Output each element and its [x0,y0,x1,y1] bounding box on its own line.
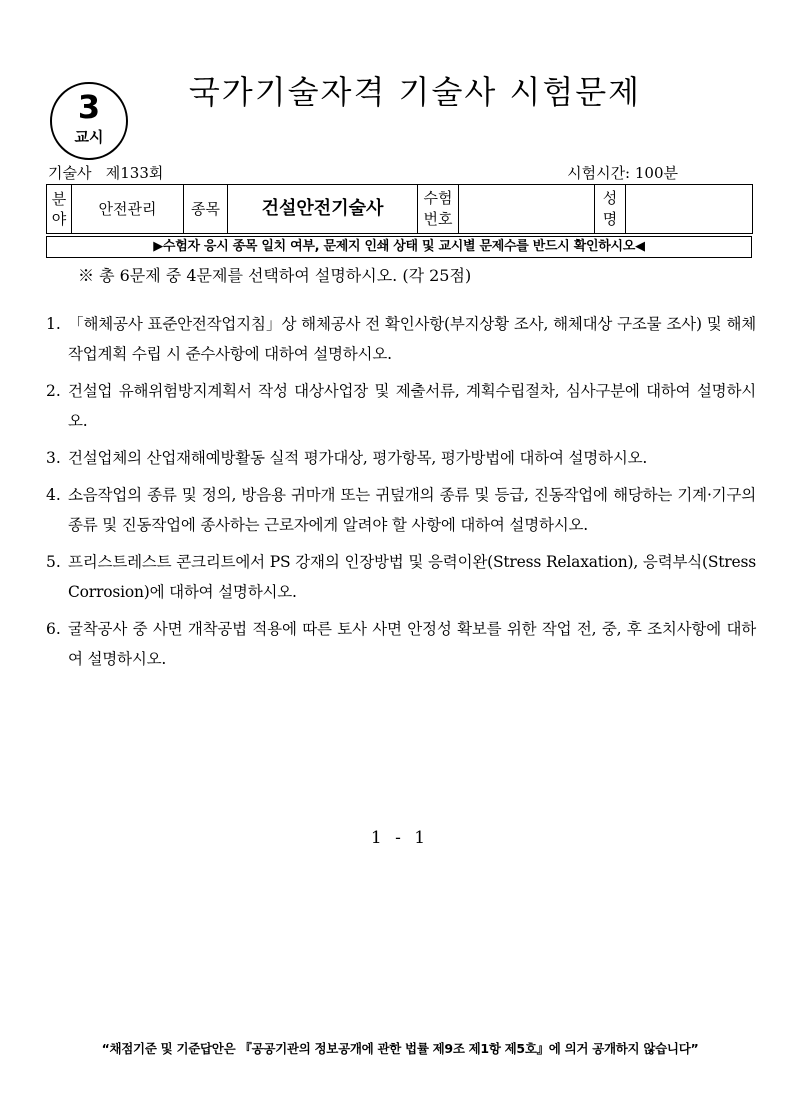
period-number: 3 [77,88,101,126]
question-text: 프리스트레스트 콘크리트에서 PS 강재의 인장방법 및 응력이완(Stress Relaxation), 응력부식(Stress Corrosion)에 대하여 설명하시오. [68,553,756,601]
question-item [46,480,756,540]
question-number: 3. [46,449,61,467]
field-label: 분 야 [47,185,72,234]
question-item [46,614,756,674]
question-number: 2. [46,382,61,400]
question-item [46,309,756,369]
question-number: 1. [46,315,61,333]
question-text: 소음작업의 종류 및 정의, 방음용 귀마개 또는 귀덮개의 종류 및 등급, 진동작업에 해당하는 기계·기구의 종류 및 진동작업에 종사하는 근로자에게 알려야 할 사항에 대하여 설명하시오. [68,486,756,534]
question-item [46,376,756,436]
question-text: 건설업 유해위험방지계획서 작성 대상사업장 및 제출서류, 계획수립절차, 심사구분에 대하여 설명하시오. [68,382,756,430]
disclosure-notice: “채점기준 및 기준답안은 『공공기관의 정보공개에 관한 법률 제9조 제1항 제5호』에 의거 공개하지 않습니다” [101,1041,699,1056]
question-number: 5. [46,553,61,571]
examinee-number-label: 수험 번호 [418,185,459,234]
name-label: 성 명 [595,185,626,234]
period-label: 교시 [74,128,104,146]
question-number: 6. [46,620,61,638]
check-notice: ▶수험자 응시 종목 일치 여부, 문제지 인쇄 상태 및 교시별 문제수를 반드시 확인하시오◀ [46,236,752,258]
page-title: 국가기술자격 기술사 시험문제 [188,73,642,111]
question-item [46,547,756,607]
exam-round: 기술사 제133회 [48,164,164,182]
question-text: 굴착공사 중 사면 개착공법 적용에 따른 토사 사면 안정성 확보를 위한 작업 전, 중, 후 조치사항에 대하여 설명하시오. [68,620,756,668]
exam-info-table [46,184,753,234]
question-number: 4. [46,486,61,504]
category-label: 종목 [184,185,228,234]
page-number: 1 - 1 [370,828,430,848]
question-text: 건설업체의 산업재해예방활동 실적 평가대상, 평가항목, 평가방법에 대하여 설명하시오. [68,449,648,467]
question-list [46,309,756,681]
instruction: ※ 총 6문제 중 4문제를 선택하여 설명하시오. (각 25점) [78,266,472,285]
name-field[interactable] [626,185,753,234]
examinee-number-field[interactable] [459,185,595,234]
question-item [46,443,756,473]
exam-duration: 시험시간: 100분 [567,164,678,182]
field-value: 안전관리 [72,185,184,234]
category-value: 건설안전기술사 [228,185,418,234]
question-text: 「해체공사 표준안전작업지침」상 해체공사 전 확인사항(부지상황 조사, 해체대상 구조물 조사) 및 해체작업계획 수립 시 준수사항에 대하여 설명하시오. [68,315,756,363]
